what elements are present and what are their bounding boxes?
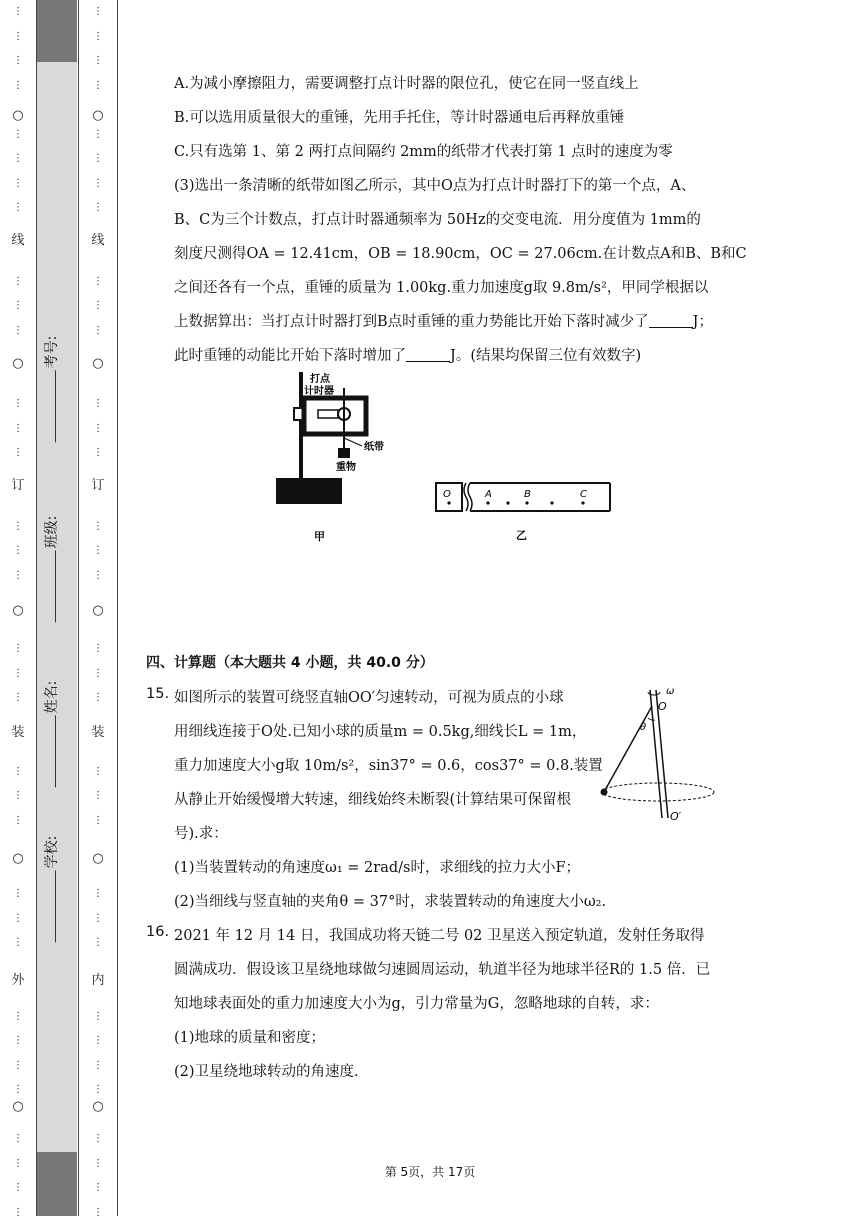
outer-cut-dots: ⋮ <box>13 569 23 581</box>
label-timer-2: 计时器 <box>304 386 334 397</box>
inner-binding-char: 内 <box>91 973 105 988</box>
inner-cut-dots: ⋮ <box>93 30 103 42</box>
outer-cut-dots: ⋮ <box>13 790 23 801</box>
inner-cut-dots: ⋮ <box>93 177 103 189</box>
section4-heading: 四、计算题（本大题共 4 小题，共 40.0 分） <box>146 655 434 671</box>
tape-break-right <box>468 483 472 511</box>
point-label-a: A <box>485 489 492 500</box>
ball-orbit <box>602 783 714 801</box>
outer-circle-marker: ○ <box>12 108 24 123</box>
outer-cut-dots: ⋮ <box>13 643 23 654</box>
q16-line-1: 2021 年 12 月 14 日，我国成功将天链二号 02 卫星送入预定轨道，发射任务取得 <box>174 928 705 944</box>
inner-cut-dots: ⋮ <box>93 6 103 17</box>
label-timer: 打点 <box>310 374 330 385</box>
inner-cut-dots: ⋮ <box>93 667 103 679</box>
inner-cut-dots: ⋮ <box>93 153 103 164</box>
outer-cut-dots: ⋮ <box>13 520 23 532</box>
figure-yi-paper-tape <box>430 475 620 545</box>
tape-dot-mid-2 <box>550 501 553 504</box>
grey-strip-top-block <box>37 0 77 62</box>
outer-cut-dots: ⋮ <box>13 888 23 899</box>
outer-circle-marker: ○ <box>12 356 24 371</box>
outer-cut-dots: ⋮ <box>13 1206 23 1218</box>
label-theta: θ <box>640 722 647 733</box>
inner-circle-marker: ○ <box>92 356 104 371</box>
inner-cut-dots: ⋮ <box>93 202 103 213</box>
q16-number: 16. <box>146 924 170 940</box>
answer-blank-potential-energy[interactable] <box>649 313 693 328</box>
part3-line-5-text: 上数据算出：当打点计时器打到B点时重锤的重力势能比开始下落时减少了 <box>174 314 649 330</box>
outer-cut-dots: ⋮ <box>13 1157 23 1169</box>
inner-cut-dots: ⋮ <box>93 447 103 458</box>
inner-cut-dots: ⋮ <box>93 814 103 826</box>
inner-cut-dots: ⋮ <box>93 324 103 336</box>
outer-cut-dots: ⋮ <box>13 937 23 948</box>
inner-cut-dots: ⋮ <box>93 937 103 948</box>
inner-circle-marker: ○ <box>92 1099 104 1114</box>
q15-line-1: 如图所示的装置可绕竖直轴OO′匀速转动，可视为质点的小球 <box>174 690 564 706</box>
label-tape: 纸带 <box>364 442 384 453</box>
q15-line-5: 号).求： <box>174 826 228 842</box>
outer-binding-char: 线 <box>11 233 25 248</box>
outer-cut-dots: ⋮ <box>13 545 23 556</box>
outer-cut-dots: ⋮ <box>13 1010 23 1022</box>
inner-cut-dots: ⋮ <box>93 545 103 556</box>
inner-cut-dots: ⋮ <box>93 1084 103 1095</box>
inner-circle-marker: ○ <box>92 851 104 866</box>
theta-arc <box>648 718 655 720</box>
inner-circle-marker: ○ <box>92 603 104 618</box>
q15-subq-1: (1)当装置转动的角速度ω₁ = 2rad/s时，求细线的拉力大小F； <box>174 860 581 876</box>
ball <box>601 789 608 796</box>
outer-cut-dots: ⋮ <box>13 275 23 287</box>
figure-q15-rotating-axis <box>596 684 720 824</box>
outer-binding-strip <box>0 0 37 1216</box>
caption-yi: 乙 <box>516 529 527 542</box>
outer-cut-dots: ⋮ <box>13 300 23 311</box>
tape-break-left <box>464 483 468 511</box>
part3-line-1: (3)选出一条清晰的纸带如图乙所示，其中O点为打点计时器打下的第一个点，A、 <box>174 178 696 194</box>
label-o-bottom: O′ <box>670 810 682 823</box>
figure-jia-apparatus <box>270 368 390 546</box>
part3-line-6-unit: J。(结果均保留三位有效数字) <box>450 348 642 364</box>
inner-cut-dots: ⋮ <box>93 55 103 66</box>
q16-line-2: 圆满成功．假设该卫星绕地球做匀速圆周运动，轨道半径为地球半径R的 1.5 倍．已 <box>174 962 711 978</box>
label-omega: ω <box>666 686 675 697</box>
q15-subq-2: (2)当细线与竖直轴的夹角θ = 37°时，求装置转动的角速度大小ω₂. <box>174 894 607 910</box>
outer-cut-dots: ⋮ <box>13 912 23 924</box>
name-field[interactable]: 姓名: <box>41 681 61 790</box>
inner-binding-strip <box>78 0 118 1216</box>
exam-number-field[interactable]: 考号: <box>41 336 61 445</box>
inner-cut-dots: ⋮ <box>93 912 103 924</box>
point-label-b: B <box>524 489 531 500</box>
page-footer: 第 5页，共 17页 <box>384 1165 476 1179</box>
inner-cut-dots: ⋮ <box>93 275 103 287</box>
timer-coil <box>318 410 338 418</box>
outer-cut-dots: ⋮ <box>13 765 23 777</box>
option-b: B.可以选用质量很大的重锤，先用手托住，等计时器通电后再释放重锤 <box>174 110 625 126</box>
outer-cut-dots: ⋮ <box>13 814 23 826</box>
stand-base-step <box>310 494 332 504</box>
outer-cut-dots: ⋮ <box>13 55 23 66</box>
q15-line-3: 重力加速度大小g取 10m/s²，sin37° = 0.6，cos37° = 0.8.装置 <box>174 758 603 774</box>
option-a: A.为减小摩擦阻力，需要调整打点计时器的限位孔，使它在同一竖直线上 <box>174 76 639 92</box>
q15-line-2: 用细线连接于O处.已知小球的质量m = 0.5kg,细线长L = 1m， <box>174 724 587 740</box>
outer-cut-dots: ⋮ <box>13 30 23 42</box>
inner-cut-dots: ⋮ <box>93 1206 103 1218</box>
answer-blank-kinetic-energy[interactable] <box>406 347 450 362</box>
part3-line-3: 刻度尺测得OA = 12.41cm，OB = 18.90cm，OC = 27.06cm.在计数点A和B、B和C <box>174 246 747 262</box>
outer-cut-dots: ⋮ <box>13 1133 23 1144</box>
inner-cut-dots: ⋮ <box>93 422 103 434</box>
tape-dot-a <box>486 501 489 504</box>
inner-cut-dots: ⋮ <box>93 1182 103 1193</box>
weight <box>338 448 350 458</box>
class-field[interactable]: 班级: <box>41 516 61 625</box>
grey-binding-strip <box>37 0 77 1216</box>
caption-jia: 甲 <box>314 530 325 543</box>
q16-subq-1: (1)地球的质量和密度； <box>174 1030 326 1046</box>
outer-cut-dots: ⋮ <box>13 692 23 703</box>
outer-cut-dots: ⋮ <box>13 1035 23 1046</box>
option-c: C.只有选第 1、第 2 两打点间隔约 2mm的纸带才代表打第 1 点时的速度为零 <box>174 144 673 160</box>
q15-line-4: 从静止开始缓慢增大转速，细线始终未断裂(计算结果可保留根 <box>174 792 572 808</box>
tape-dot-mid-1 <box>506 501 509 504</box>
outer-binding-char: 装 <box>11 725 25 740</box>
inner-cut-dots: ⋮ <box>93 643 103 654</box>
part3-line-5 <box>174 310 713 331</box>
school-field[interactable]: 学校: <box>41 836 61 945</box>
inner-cut-dots: ⋮ <box>93 398 103 409</box>
part3-line-6-text: 此时重锤的动能比开始下落时增加了 <box>174 348 406 364</box>
outer-cut-dots: ⋮ <box>13 6 23 17</box>
inner-cut-dots: ⋮ <box>93 888 103 899</box>
part3-line-6 <box>174 344 641 365</box>
inner-cut-dots: ⋮ <box>93 1059 103 1071</box>
outer-cut-dots: ⋮ <box>13 398 23 409</box>
outer-cut-dots: ⋮ <box>13 1059 23 1071</box>
q16-subq-2: (2)卫星绕地球转动的角速度. <box>174 1064 359 1080</box>
inner-cut-dots: ⋮ <box>93 765 103 777</box>
tape-dot-b <box>525 501 528 504</box>
part3-line-4: 之间还各有一个点，重锤的质量为 1.00kg.重力加速度g取 9.8m/s²，甲同学根据以 <box>174 280 709 296</box>
tape-dot-o <box>447 501 450 504</box>
label-weight: 重物 <box>336 462 356 473</box>
inner-cut-dots: ⋮ <box>93 1157 103 1169</box>
outer-cut-dots: ⋮ <box>13 202 23 213</box>
outer-cut-dots: ⋮ <box>13 1084 23 1095</box>
outer-circle-marker: ○ <box>12 603 24 618</box>
inner-circle-marker: ○ <box>92 108 104 123</box>
inner-cut-dots: ⋮ <box>93 1010 103 1022</box>
outer-cut-dots: ⋮ <box>13 324 23 336</box>
outer-cut-dots: ⋮ <box>13 422 23 434</box>
inner-cut-dots: ⋮ <box>93 520 103 532</box>
inner-cut-dots: ⋮ <box>93 1133 103 1144</box>
outer-circle-marker: ○ <box>12 851 24 866</box>
outer-cut-dots: ⋮ <box>13 177 23 189</box>
inner-cut-dots: ⋮ <box>93 1035 103 1046</box>
stand-base <box>276 478 342 504</box>
inner-cut-dots: ⋮ <box>93 79 103 91</box>
outer-cut-dots: ⋮ <box>13 447 23 458</box>
part3-line-5-unit: J； <box>692 314 713 330</box>
outer-binding-char: 订 <box>11 478 25 493</box>
inner-binding-char: 订 <box>91 478 105 493</box>
label-o-top: O <box>658 700 667 713</box>
outer-binding-char: 外 <box>11 973 25 988</box>
tape-dot-c <box>581 501 584 504</box>
inner-binding-char: 装 <box>91 725 105 740</box>
inner-cut-dots: ⋮ <box>93 692 103 703</box>
inner-cut-dots: ⋮ <box>93 790 103 801</box>
q15-number: 15. <box>146 686 170 702</box>
inner-cut-dots: ⋮ <box>93 300 103 311</box>
outer-cut-dots: ⋮ <box>13 1182 23 1193</box>
outer-circle-marker: ○ <box>12 1099 24 1114</box>
point-label-o: O <box>443 489 451 500</box>
outer-cut-dots: ⋮ <box>13 128 23 140</box>
outer-cut-dots: ⋮ <box>13 667 23 679</box>
part3-line-2: B、C为三个计数点，打点计时器通频率为 50Hz的交变电流．用分度值为 1mm的 <box>174 212 701 228</box>
outer-cut-dots: ⋮ <box>13 79 23 91</box>
string-line <box>604 706 652 792</box>
inner-cut-dots: ⋮ <box>93 128 103 140</box>
outer-cut-dots: ⋮ <box>13 153 23 164</box>
point-label-c: C <box>580 489 587 500</box>
tape-leader <box>344 438 362 446</box>
inner-binding-char: 线 <box>91 233 105 248</box>
grey-strip-bottom-block <box>37 1152 77 1216</box>
inner-cut-dots: ⋮ <box>93 569 103 581</box>
q16-line-3: 知地球表面处的重力加速度大小为g，引力常量为G，忽略地球的自转，求： <box>174 996 659 1012</box>
